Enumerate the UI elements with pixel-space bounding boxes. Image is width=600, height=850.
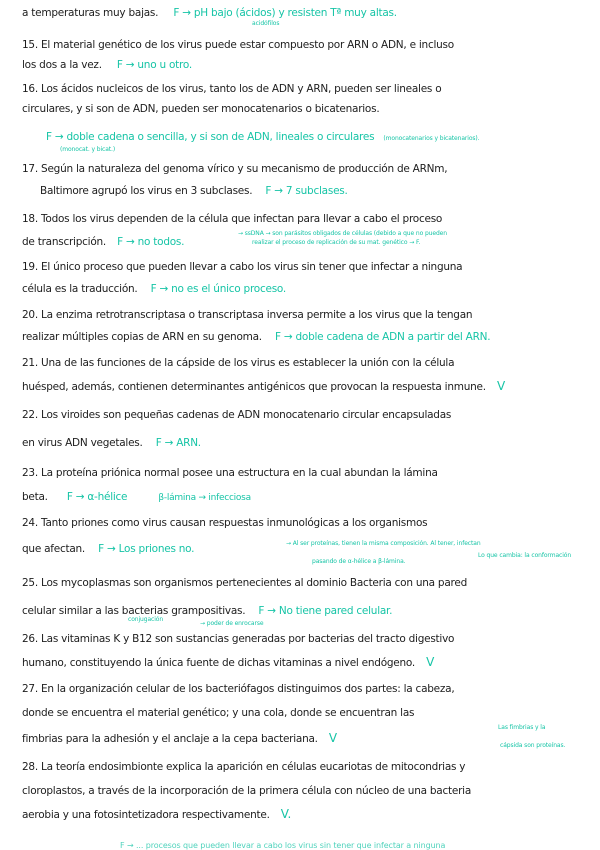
q23-answer: F → α-hélice: [66, 491, 128, 503]
q21-line1: 21. Una de las funciones de la cápside de los virus es establecer la unión con la célula: [22, 357, 455, 369]
q21-line2-row: [22, 376, 582, 396]
q14-text: a temperaturas muy bajas.: [22, 7, 159, 19]
q25-line1: 25. Los mycoplasmas son organismos pertenecientes al dominio Bacteria con una pared: [22, 577, 467, 589]
q22-line1: 22. Los viroides son pequeñas cadenas de ADN monocatenario circular encapsuladas: [22, 409, 452, 421]
q25-sub-note2: → poder de enrocarse: [200, 620, 264, 627]
q17-line1: 17. Según la naturaleza del genoma vírico y su mecanismo de producción de ARNm,: [22, 163, 448, 175]
q18-note1: → ssDNA → son parásitos obligados de células (debido a que no pueden: [238, 230, 447, 237]
q18-answer: F → no todos.: [117, 236, 185, 248]
q19-line2-row: [22, 278, 582, 298]
q19-line2: célula es la traducción.: [22, 283, 138, 295]
q26-line2-row: [22, 652, 582, 672]
q18-note2: realizar el proceso de replicación de su mat. genético → F.: [252, 239, 421, 246]
q15-line1: 15. El material genético de los virus puede estar compuesto por ARN o ADN, e incluso: [22, 39, 454, 51]
q25-sub-note1: conjugación: [128, 616, 164, 623]
q20-line2-row: [22, 326, 582, 346]
q28-line3-row: [22, 804, 582, 824]
q21-line2: huésped, además, contienen determinantes antigénicos que provocan la respuesta inmune.: [22, 381, 486, 393]
q16-answer: F → doble cadena o sencilla, y si son de ADN, lineales o circulares: [46, 131, 375, 143]
q27-line1: 27. En la organización celular de los bacteriófagos distinguimos dos partes: la cabeza,: [22, 683, 455, 695]
q27-line3-row: [22, 728, 474, 748]
q18-line2-row: [22, 231, 252, 251]
q18-line1: 18. Todos los virus dependen de la célula que infectan para llevar a cabo el proceso: [22, 213, 443, 225]
q24-note2: pasando de α-hélice a β-lámina.: [312, 558, 406, 565]
q26-line2: humano, constituyendo la única fuente de dichas vitaminas a nivel endógeno.: [22, 657, 415, 669]
q22-line2-row: [22, 432, 582, 452]
q24-note3: Lo que cambia: la conformación: [478, 552, 572, 559]
q23-line2-row: [22, 486, 582, 507]
q16-answer-row: [46, 126, 586, 146]
q25-line2-row: [22, 600, 582, 620]
q27-line2: donde se encuentra el material genético; y una cola, donde se encuentran las: [22, 707, 415, 719]
q16-line1: 16. Los ácidos nucleicos de los virus, tanto los de ADN y ARN, pueden ser lineales o: [22, 83, 442, 95]
q17-answer: F → 7 subclases.: [265, 185, 348, 197]
q14-note: acidófilos: [252, 20, 280, 27]
q20-line1: 20. La enzima retrotranscriptasa o transcriptasa inversa permite a los virus que la tengan: [22, 309, 473, 321]
q14-answer: F → pH bajo (ácidos) y resisten Tª muy altas.: [173, 7, 397, 19]
q14-tail-line: [22, 2, 582, 22]
q17-line2-row: [40, 180, 600, 200]
q25-line2: celular similar a las bacterias grampositivas.: [22, 605, 246, 617]
q19-line1: 19. El único proceso que pueden llevar a cabo los virus sin tener que infectar a ninguna: [22, 261, 463, 273]
q27-mark: V: [328, 731, 338, 745]
q24-line2: que afectan.: [22, 543, 86, 555]
q19-answer: F → no es el único proceso.: [150, 283, 287, 295]
q23-line1: 23. La proteína priónica normal posee una estructura en la cual abundan la lámina: [22, 467, 438, 479]
q24-note1: → Al ser proteínas, tienen la misma composición. Al tener, infectan: [286, 540, 481, 547]
q22-answer: F → ARN.: [155, 437, 201, 449]
q21-mark: V: [496, 379, 506, 393]
q23-note: β-lámina → infecciosa: [158, 493, 251, 503]
q22-line2: en virus ADN vegetales.: [22, 437, 143, 449]
q16-answer-note: (monocatenarios y bicatenarios).: [383, 135, 480, 142]
q28-mark: V.: [280, 807, 292, 821]
q16-sub-note: (monocat. y bicat.): [60, 146, 116, 153]
q15-line2: los dos a la vez.: [22, 59, 102, 71]
q24-answer: F → Los priones no.: [98, 543, 195, 555]
q20-line2: realizar múltiples copias de ARN en su genoma.: [22, 331, 262, 343]
q26-line1: 26. Las vitaminas K y B12 son sustancias generadas por bacterias del tracto digestivo: [22, 633, 455, 645]
q24-line1: 24. Tanto priones como virus causan respuestas inmunológicas a los organismos: [22, 517, 428, 529]
footer-fragment: F → ... procesos que pueden llevar a cabo los virus sin tener que infectar a ninguna: [120, 841, 446, 850]
q17-line2: Baltimore agrupó los virus en 3 subclases.: [40, 185, 253, 197]
q26-mark: V: [426, 655, 435, 669]
q27-note1: Las fimbrias y la: [498, 724, 546, 731]
q15-line2-row: [22, 54, 582, 74]
q28-line3: aerobia y una fotosintetizadora respectivamente.: [22, 809, 270, 821]
q24-line2-row: [22, 538, 284, 558]
q27-note2: cápsida son proteínas.: [500, 742, 566, 749]
q15-answer: F → uno u otro.: [116, 59, 192, 71]
q20-answer: F → doble cadena de ADN a partir del ARN.: [274, 331, 491, 343]
q25-answer: F → No tiene pared celular.: [258, 605, 393, 617]
q28-line1: 28. La teoría endosimbionte explica la aparición en células eucariotas de mitocondrias y: [22, 761, 466, 773]
q23-line2: beta.: [22, 491, 48, 503]
q27-line3: fimbrias para la adhesión y el anclaje a la cepa bacteriana.: [22, 733, 318, 745]
q28-line2: cloroplastos, a través de la incorporación de la primera célula con núcleo de una bacteria: [22, 785, 472, 797]
q18-line2: de transcripción.: [22, 236, 106, 248]
q16-line2: circulares, y si son de ADN, pueden ser monocatenarios o bicatenarios.: [22, 103, 380, 115]
